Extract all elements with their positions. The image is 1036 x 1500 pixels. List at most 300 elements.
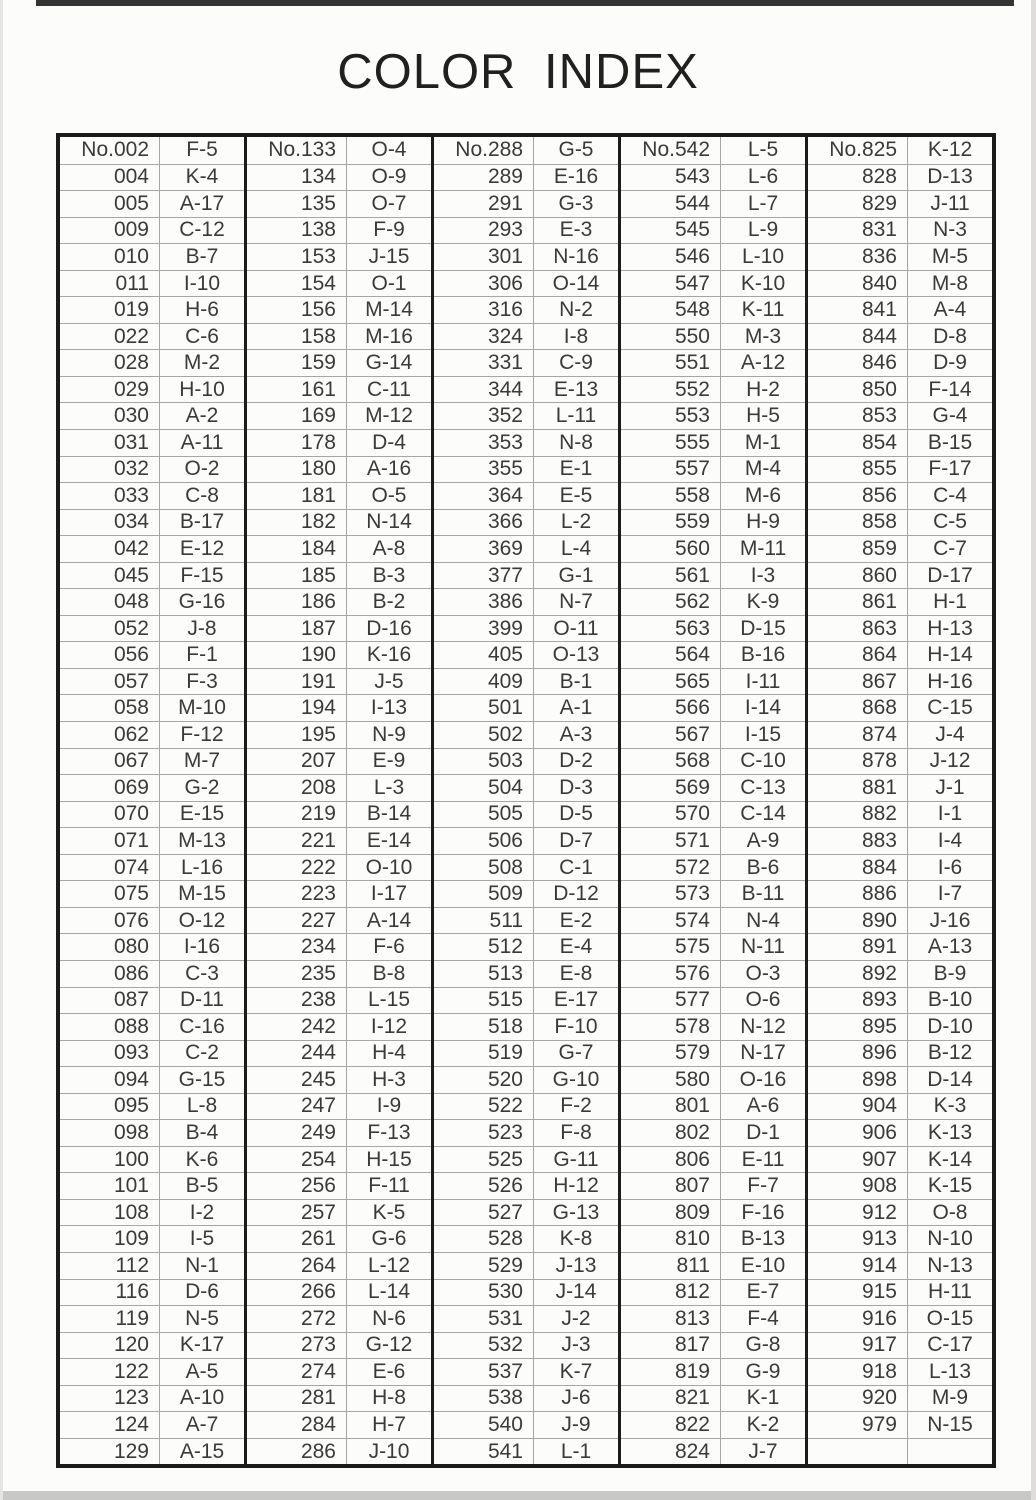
color-code-cell: N-6 — [346, 1305, 431, 1332]
color-number-cell: 891 — [808, 933, 907, 960]
color-number-cell: 058 — [60, 694, 159, 721]
color-code-cell: H-8 — [346, 1385, 431, 1412]
color-code-cell: D-4 — [346, 429, 431, 456]
color-code-cell: D-11 — [159, 987, 244, 1014]
color-code-cell: F-14 — [907, 376, 992, 403]
color-code-cell: I-11 — [720, 668, 805, 695]
color-number-cell: 551 — [621, 349, 720, 376]
color-code-cell: B-9 — [907, 960, 992, 987]
color-code-cell: B-16 — [720, 641, 805, 668]
color-number-cell: 543 — [621, 164, 720, 191]
color-code-cell: I-7 — [907, 880, 992, 907]
color-number-cell: 561 — [621, 562, 720, 589]
color-number-cell: 819 — [621, 1358, 720, 1385]
color-code-cell: C-3 — [159, 960, 244, 987]
color-code-cell: H-7 — [346, 1411, 431, 1438]
color-number-cell: 235 — [247, 960, 346, 987]
color-code-cell: N-9 — [346, 721, 431, 748]
color-number-cell: 858 — [808, 509, 907, 536]
color-number-cell: 187 — [247, 615, 346, 642]
color-code-cell: L-2 — [533, 509, 618, 536]
color-code-cell: A-2 — [159, 402, 244, 429]
color-code-cell: G-5 — [533, 137, 618, 164]
color-code-cell: L-15 — [346, 987, 431, 1014]
color-number-cell: 552 — [621, 376, 720, 403]
color-code-cell: A-3 — [533, 721, 618, 748]
color-code-cell: I-3 — [720, 562, 805, 589]
color-code-cell: F-12 — [159, 721, 244, 748]
color-number-cell: 537 — [434, 1358, 533, 1385]
color-code-cell: E-8 — [533, 960, 618, 987]
color-code-cell: E-12 — [159, 535, 244, 562]
color-number-cell: 846 — [808, 349, 907, 376]
color-code-cell: C-16 — [159, 1013, 244, 1040]
color-number-cell: 245 — [247, 1066, 346, 1093]
color-code-cell: C-11 — [346, 376, 431, 403]
color-number-cell: 284 — [247, 1411, 346, 1438]
color-number-cell: 087 — [60, 987, 159, 1014]
color-number-cell: 070 — [60, 801, 159, 828]
color-code-cell: E-6 — [346, 1358, 431, 1385]
color-code-cell: L-11 — [533, 402, 618, 429]
color-number-cell: 056 — [60, 641, 159, 668]
color-code-cell: H-12 — [533, 1172, 618, 1199]
color-number-cell: 553 — [621, 402, 720, 429]
color-number-cell: 191 — [247, 668, 346, 695]
color-number-cell: 904 — [808, 1093, 907, 1120]
color-number-cell: 908 — [808, 1172, 907, 1199]
color-code-cell: N-10 — [907, 1225, 992, 1252]
color-number-cell: 076 — [60, 907, 159, 934]
color-code-cell: L-7 — [720, 190, 805, 217]
color-number-cell: 526 — [434, 1172, 533, 1199]
color-number-cell: 859 — [808, 535, 907, 562]
color-code-cell: C-13 — [720, 774, 805, 801]
color-number-cell: 913 — [808, 1225, 907, 1252]
color-code-cell: C-7 — [907, 535, 992, 562]
color-code-cell: J-16 — [907, 907, 992, 934]
color-code-cell: L-1 — [533, 1438, 618, 1465]
color-code-cell: D-2 — [533, 748, 618, 775]
color-number-cell: 519 — [434, 1040, 533, 1067]
color-code-cell: H-6 — [159, 296, 244, 323]
color-code-cell: H-2 — [720, 376, 805, 403]
color-number-cell: 550 — [621, 323, 720, 350]
color-code-cell — [907, 1438, 992, 1465]
color-code-cell: G-1 — [533, 562, 618, 589]
color-number-cell: 801 — [621, 1093, 720, 1120]
color-number-cell: 555 — [621, 429, 720, 456]
color-code-cell: I-13 — [346, 694, 431, 721]
color-number-cell: 219 — [247, 801, 346, 828]
color-code-cell: L-13 — [907, 1358, 992, 1385]
color-code-cell: F-13 — [346, 1119, 431, 1146]
color-number-cell: 979 — [808, 1411, 907, 1438]
color-number-cell: 399 — [434, 615, 533, 642]
color-code-cell: M-2 — [159, 349, 244, 376]
color-number-cell: 915 — [808, 1279, 907, 1306]
color-number-cell: 108 — [60, 1199, 159, 1226]
color-code-cell: D-15 — [720, 615, 805, 642]
color-number-cell: 324 — [434, 323, 533, 350]
color-code-cell: L-4 — [533, 535, 618, 562]
color-number-cell: 528 — [434, 1225, 533, 1252]
color-number-cell: 194 — [247, 694, 346, 721]
color-code-cell: L-8 — [159, 1093, 244, 1120]
color-code-cell: K-1 — [720, 1385, 805, 1412]
color-number-cell: 093 — [60, 1040, 159, 1067]
color-code-cell: M-5 — [907, 243, 992, 270]
color-number-cell: No.133 — [268, 138, 336, 162]
color-code-cell: M-14 — [346, 296, 431, 323]
color-code-cell: B-10 — [907, 987, 992, 1014]
color-code-cell: J-15 — [346, 243, 431, 270]
color-code-cell: F-7 — [720, 1172, 805, 1199]
color-code-cell: G-9 — [720, 1358, 805, 1385]
column-pair-4 — [621, 137, 808, 1464]
color-number-cell: 509 — [434, 880, 533, 907]
color-code-cell: H-3 — [346, 1066, 431, 1093]
color-code-cell: J-7 — [720, 1438, 805, 1465]
color-number-cell: 511 — [434, 907, 533, 934]
color-number-cell: 071 — [60, 827, 159, 854]
color-number-cell: 560 — [621, 535, 720, 562]
color-number-cell: 129 — [60, 1438, 159, 1465]
color-code-cell: G-4 — [907, 402, 992, 429]
color-number-cell: 548 — [621, 296, 720, 323]
color-number-cell: 094 — [60, 1066, 159, 1093]
color-number-cell: 525 — [434, 1146, 533, 1173]
color-number-cell: 029 — [60, 376, 159, 403]
color-code-cell: C-15 — [907, 694, 992, 721]
color-number-cell: 856 — [808, 482, 907, 509]
color-code-cell: K-14 — [907, 1146, 992, 1173]
color-number-cell: 841 — [808, 296, 907, 323]
color-code-cell: I-2 — [159, 1199, 244, 1226]
color-number-cell: 920 — [808, 1385, 907, 1412]
color-number-cell: 868 — [808, 694, 907, 721]
color-number-cell: 254 — [247, 1146, 346, 1173]
color-number-cell: 914 — [808, 1252, 907, 1279]
color-code-cell: D-6 — [159, 1279, 244, 1306]
color-number-cell: 546 — [621, 243, 720, 270]
color-number-cell: 570 — [621, 801, 720, 828]
color-number-cell: 158 — [247, 323, 346, 350]
color-code-cell: M-6 — [720, 482, 805, 509]
color-code-cell: A-15 — [159, 1438, 244, 1465]
color-code-cell: I-1 — [907, 801, 992, 828]
color-number-cell: 005 — [60, 190, 159, 217]
color-code-cell: D-3 — [533, 774, 618, 801]
color-code-cell: L-5 — [720, 137, 805, 164]
color-code-cell: K-5 — [346, 1199, 431, 1226]
color-number-cell: 884 — [808, 854, 907, 881]
color-code-cell: J-4 — [907, 721, 992, 748]
color-code-cell: E-5 — [533, 482, 618, 509]
color-code-cell: H-5 — [720, 402, 805, 429]
scan-edge-bottom — [0, 1491, 1036, 1500]
color-code-cell: J-3 — [533, 1332, 618, 1359]
color-code-cell: G-2 — [159, 774, 244, 801]
color-number-cell: 527 — [434, 1199, 533, 1226]
color-number-cell: 882 — [808, 801, 907, 828]
color-code-cell: D-13 — [907, 164, 992, 191]
color-code-cell: H-14 — [907, 641, 992, 668]
color-number-cell: 159 — [247, 349, 346, 376]
color-number-cell: 306 — [434, 270, 533, 297]
color-number-cell: 916 — [808, 1305, 907, 1332]
color-code-cell: I-15 — [720, 721, 805, 748]
color-number-cell: 571 — [621, 827, 720, 854]
color-code-cell: C-6 — [159, 323, 244, 350]
color-number-cell: 810 — [621, 1225, 720, 1252]
column-pair-2 — [247, 137, 434, 1464]
color-code-cell: E-7 — [720, 1279, 805, 1306]
color-number-cell: 074 — [60, 854, 159, 881]
color-code-cell: O-3 — [720, 960, 805, 987]
color-number-cell: 505 — [434, 801, 533, 828]
color-code-cell: J-14 — [533, 1279, 618, 1306]
color-number-cell: 227 — [247, 907, 346, 934]
color-code-cell: O-13 — [533, 641, 618, 668]
color-number-cell: 566 — [621, 694, 720, 721]
color-code-cell: N-8 — [533, 429, 618, 456]
color-number-cell: 898 — [808, 1066, 907, 1093]
page-title: COLOR INDEX — [337, 45, 699, 99]
color-number-cell: 195 — [247, 721, 346, 748]
color-number-cell: 541 — [434, 1438, 533, 1465]
color-number-cell: 529 — [434, 1252, 533, 1279]
color-code-cell: H-11 — [907, 1279, 992, 1306]
color-number-cell: 577 — [621, 987, 720, 1014]
color-code-cell: I-5 — [159, 1225, 244, 1252]
color-number-cell: 840 — [808, 270, 907, 297]
color-number-cell: 405 — [434, 641, 533, 668]
color-code-cell: F-16 — [720, 1199, 805, 1226]
color-number-cell: 520 — [434, 1066, 533, 1093]
color-code-cell: F-3 — [159, 668, 244, 695]
color-code-cell: F-11 — [346, 1172, 431, 1199]
color-code-cell: O-11 — [533, 615, 618, 642]
color-code-cell: F-17 — [907, 456, 992, 483]
color-number-cell: 896 — [808, 1040, 907, 1067]
color-number-cell: 112 — [60, 1252, 159, 1279]
color-number-cell: 580 — [621, 1066, 720, 1093]
color-number-cell: 578 — [621, 1013, 720, 1040]
color-number-cell: 249 — [247, 1119, 346, 1146]
color-code-cell: C-12 — [159, 217, 244, 244]
color-number-cell: 821 — [621, 1385, 720, 1412]
color-code-cell: F-9 — [346, 217, 431, 244]
color-number-cell: 122 — [60, 1358, 159, 1385]
color-number-cell: 101 — [60, 1172, 159, 1199]
color-number-cell: 829 — [808, 190, 907, 217]
color-code-cell: N-14 — [346, 509, 431, 536]
color-number-cell: 080 — [60, 933, 159, 960]
color-number-cell: 861 — [808, 588, 907, 615]
color-code-cell: N-13 — [907, 1252, 992, 1279]
color-number-cell: 123 — [60, 1385, 159, 1412]
color-code-cell: D-16 — [346, 615, 431, 642]
color-code-cell: E-14 — [346, 827, 431, 854]
color-number-cell: 809 — [621, 1199, 720, 1226]
color-number-cell: 912 — [808, 1199, 907, 1226]
color-number-cell: 052 — [60, 615, 159, 642]
color-number-cell: 854 — [808, 429, 907, 456]
color-code-cell: O-4 — [346, 137, 431, 164]
color-code-cell: K-2 — [720, 1411, 805, 1438]
color-code-cell: H-9 — [720, 509, 805, 536]
color-code-cell: H-4 — [346, 1040, 431, 1067]
color-code-cell: K-13 — [907, 1119, 992, 1146]
color-code-cell: C-10 — [720, 748, 805, 775]
color-code-cell: K-6 — [159, 1146, 244, 1173]
color-code-cell: N-11 — [720, 933, 805, 960]
color-number-cell: 817 — [621, 1332, 720, 1359]
color-number-cell: 812 — [621, 1279, 720, 1306]
color-number-cell: 186 — [247, 588, 346, 615]
color-number-cell: 184 — [247, 535, 346, 562]
color-number-cell: 004 — [60, 164, 159, 191]
color-number-cell: 010 — [60, 243, 159, 270]
color-code-cell: F-2 — [533, 1093, 618, 1120]
color-number-cell: 353 — [434, 429, 533, 456]
color-code-cell: A-11 — [159, 429, 244, 456]
color-number-cell: 855 — [808, 456, 907, 483]
color-code-cell: A-13 — [907, 933, 992, 960]
color-number-cell: 042 — [60, 535, 159, 562]
color-number-cell: 207 — [247, 748, 346, 775]
color-number-cell: 409 — [434, 668, 533, 695]
color-number-cell: 366 — [434, 509, 533, 536]
color-number-cell: 538 — [434, 1385, 533, 1412]
color-code-cell: N-7 — [533, 588, 618, 615]
color-number-cell: 386 — [434, 588, 533, 615]
color-code-cell: K-9 — [720, 588, 805, 615]
color-number-cell: 575 — [621, 933, 720, 960]
color-number-cell: 531 — [434, 1305, 533, 1332]
color-number-cell — [808, 1438, 907, 1465]
color-number-cell: 124 — [60, 1411, 159, 1438]
color-number-cell: 028 — [60, 349, 159, 376]
color-code-cell: J-10 — [346, 1438, 431, 1465]
color-number-cell: 364 — [434, 482, 533, 509]
color-code-cell: F-4 — [720, 1305, 805, 1332]
color-number-cell: 293 — [434, 217, 533, 244]
color-number-cell: 807 — [621, 1172, 720, 1199]
color-number-cell: 828 — [808, 164, 907, 191]
color-index-table — [56, 133, 996, 1468]
color-code-cell: I-10 — [159, 270, 244, 297]
color-number-cell: 272 — [247, 1305, 346, 1332]
color-number-cell: 836 — [808, 243, 907, 270]
color-number-cell: 116 — [60, 1279, 159, 1306]
color-number-cell: 057 — [60, 668, 159, 695]
color-code-cell: H-10 — [159, 376, 244, 403]
color-code-cell: K-16 — [346, 641, 431, 668]
color-code-cell: G-11 — [533, 1146, 618, 1173]
color-code-cell: B-3 — [346, 562, 431, 589]
color-code-cell: E-9 — [346, 748, 431, 775]
color-number-cell: 864 — [808, 641, 907, 668]
color-number-cell: 234 — [247, 933, 346, 960]
color-code-cell: G-16 — [159, 588, 244, 615]
color-code-cell: O-6 — [720, 987, 805, 1014]
color-number-cell: 906 — [808, 1119, 907, 1146]
color-code-cell: A-16 — [346, 456, 431, 483]
color-number-cell: 563 — [621, 615, 720, 642]
color-code-cell: O-1 — [346, 270, 431, 297]
color-code-cell: A-5 — [159, 1358, 244, 1385]
color-number-cell: 893 — [808, 987, 907, 1014]
color-number-cell: 557 — [621, 456, 720, 483]
color-number-cell: 867 — [808, 668, 907, 695]
color-code-cell: I-4 — [907, 827, 992, 854]
color-code-cell: J-6 — [533, 1385, 618, 1412]
color-code-cell: E-10 — [720, 1252, 805, 1279]
color-number-cell: 886 — [808, 880, 907, 907]
color-number-cell: 180 — [247, 456, 346, 483]
color-number-cell: 161 — [247, 376, 346, 403]
color-number-cell: 565 — [621, 668, 720, 695]
color-code-cell: C-4 — [907, 482, 992, 509]
color-number-cell: 545 — [621, 217, 720, 244]
color-number-cell: 331 — [434, 349, 533, 376]
color-code-cell: B-1 — [533, 668, 618, 695]
scan-edge-left — [0, 0, 3, 1500]
color-code-cell: O-14 — [533, 270, 618, 297]
color-number-cell: 853 — [808, 402, 907, 429]
color-code-cell: G-3 — [533, 190, 618, 217]
color-code-cell: O-8 — [907, 1199, 992, 1226]
color-number-cell: 518 — [434, 1013, 533, 1040]
color-code-cell: E-2 — [533, 907, 618, 934]
color-code-cell: A-1 — [533, 694, 618, 721]
color-code-cell: B-13 — [720, 1225, 805, 1252]
color-number-cell: 289 — [434, 164, 533, 191]
color-number-cell: 567 — [621, 721, 720, 748]
color-number-cell: 503 — [434, 748, 533, 775]
color-code-cell: K-15 — [907, 1172, 992, 1199]
color-code-cell: A-14 — [346, 907, 431, 934]
color-code-cell: A-4 — [907, 296, 992, 323]
color-code-cell: J-1 — [907, 774, 992, 801]
color-number-cell: 291 — [434, 190, 533, 217]
color-number-cell: 257 — [247, 1199, 346, 1226]
color-number-cell: 242 — [247, 1013, 346, 1040]
color-code-cell: J-9 — [533, 1411, 618, 1438]
color-number-cell: 579 — [621, 1040, 720, 1067]
color-number-cell: 813 — [621, 1305, 720, 1332]
color-code-cell: L-14 — [346, 1279, 431, 1306]
color-number-cell: 286 — [247, 1438, 346, 1465]
color-number-cell: 907 — [808, 1146, 907, 1173]
color-code-cell: F-15 — [159, 562, 244, 589]
color-number-cell: 369 — [434, 535, 533, 562]
color-code-cell: C-9 — [533, 349, 618, 376]
color-code-cell: D-1 — [720, 1119, 805, 1146]
color-code-cell: D-17 — [907, 562, 992, 589]
color-number-cell: 256 — [247, 1172, 346, 1199]
color-code-cell: I-17 — [346, 880, 431, 907]
color-code-cell: K-3 — [907, 1093, 992, 1120]
color-number-cell: 067 — [60, 748, 159, 775]
color-code-cell: B-17 — [159, 509, 244, 536]
color-code-cell: E-13 — [533, 376, 618, 403]
color-code-cell: C-1 — [533, 854, 618, 881]
color-code-cell: D-7 — [533, 827, 618, 854]
color-code-cell: O-9 — [346, 164, 431, 191]
